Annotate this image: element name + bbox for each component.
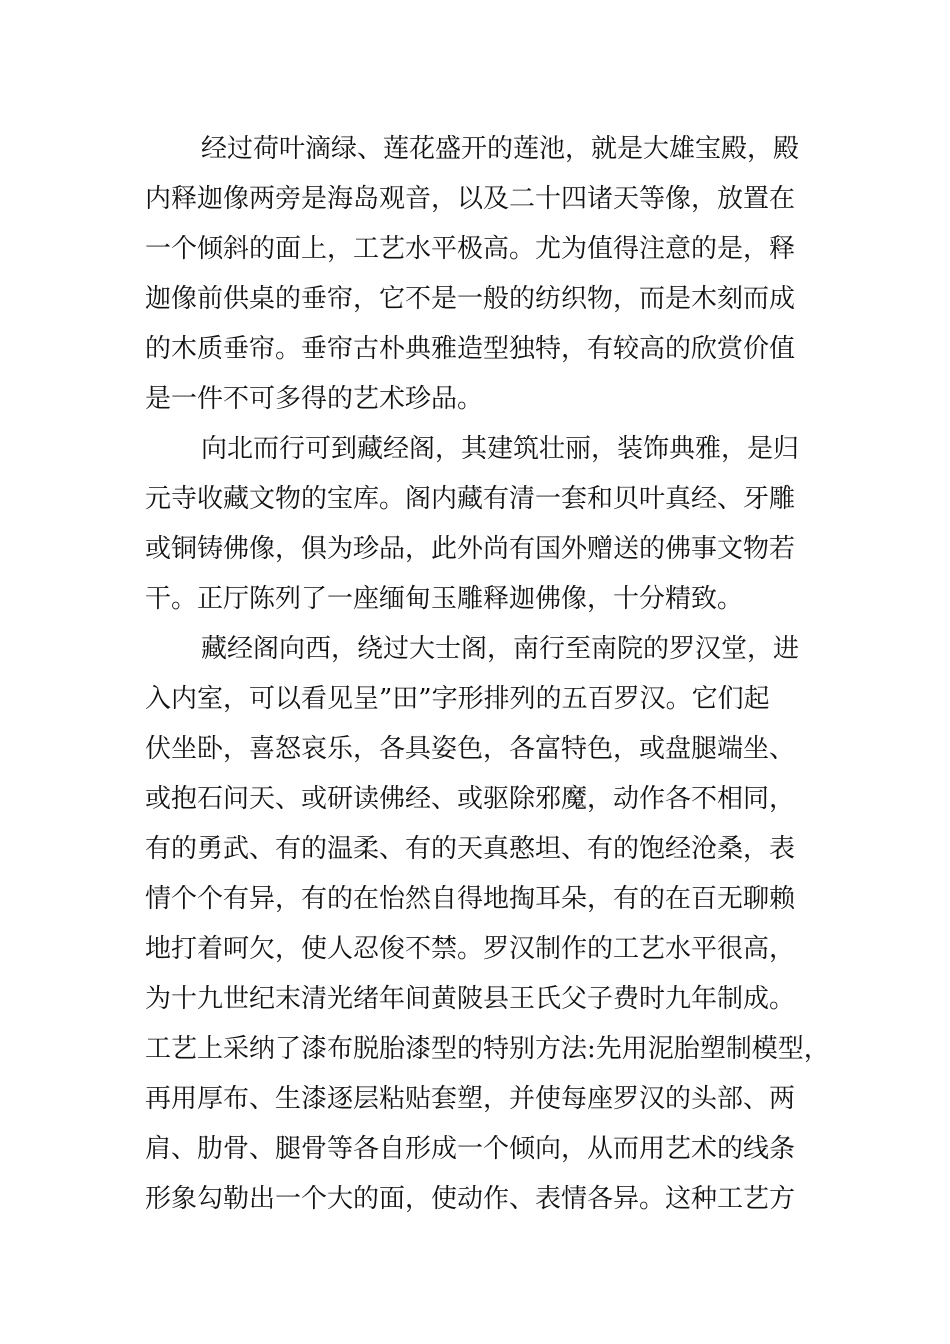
text-line: 内释迦像两旁是海岛观音，以及二十四诸天等像，放置在: [145, 184, 796, 214]
text-line: 或铜铸佛像，俱为珍品，此外尚有国外赠送的佛事文物若: [145, 534, 796, 564]
paragraph: [145, 424, 815, 624]
text-line: 地打着呵欠，使人忍俊不禁。罗汉制作的工艺水平很高，: [145, 934, 796, 964]
paragraph: [145, 624, 830, 1224]
text-line: 迦像前供桌的垂帘，它不是一般的纺织物，而是木刻而成: [145, 284, 796, 314]
text-line: 有的勇武、有的温柔、有的天真憨坦、有的饱经沧桑，表: [145, 834, 796, 864]
text-line: 或抱石问天、或研读佛经、或驱除邪魔，动作各不相同，: [145, 784, 796, 814]
text-line: 经过荷叶滴绿、莲花盛开的莲池，就是大雄宝殿，殿: [201, 134, 800, 164]
paragraph: [145, 124, 815, 424]
text-line: 干。正厅陈列了一座缅甸玉雕释迦佛像，十分精致。: [145, 584, 744, 614]
text-line: 肩、肋骨、腿骨等各自形成一个倾向，从而用艺术的线条: [145, 1134, 796, 1164]
text-line: 伏坐卧，喜怒哀乐，各具姿色，各富特色，或盘腿端坐、: [145, 734, 796, 764]
text-line: 的木质垂帘。垂帘古朴典雅造型独特，有较高的欣赏价值: [145, 334, 796, 364]
text-line: 元寺收藏文物的宝库。阁内藏有清一套和贝叶真经、牙雕: [145, 484, 796, 514]
text-line: 入内室，可以看见呈”田”字形排列的五百罗汉。它们起: [145, 684, 770, 714]
text-line: 工艺上采纳了漆布脱胎漆型的特别方法:先用泥胎塑制模型，: [145, 1034, 830, 1064]
text-line: 藏经阁向西，绕过大士阁，南行至南院的罗汉堂，进: [201, 634, 800, 664]
text-line: 情个个有异，有的在怡然自得地掏耳朵，有的在百无聊赖: [145, 884, 796, 914]
text-line: 向北而行可到藏经阁，其建筑壮丽，装饰典雅，是归: [201, 434, 800, 464]
text-line: 再用厚布、生漆逐层粘贴套塑，并使每座罗汉的头部、两: [145, 1084, 796, 1114]
text-line: 形象勾勒出一个大的面，使动作、表情各异。这种工艺方: [145, 1184, 796, 1214]
text-line: 为十九世纪末清光绪年间黄陂县王氏父子费时九年制成。: [145, 984, 796, 1014]
text-line: 是一件不可多得的艺术珍品。: [145, 384, 484, 414]
text-line: 一个倾斜的面上，工艺水平极高。尤为值得注意的是，释: [145, 234, 796, 264]
document-body: [145, 124, 830, 1224]
